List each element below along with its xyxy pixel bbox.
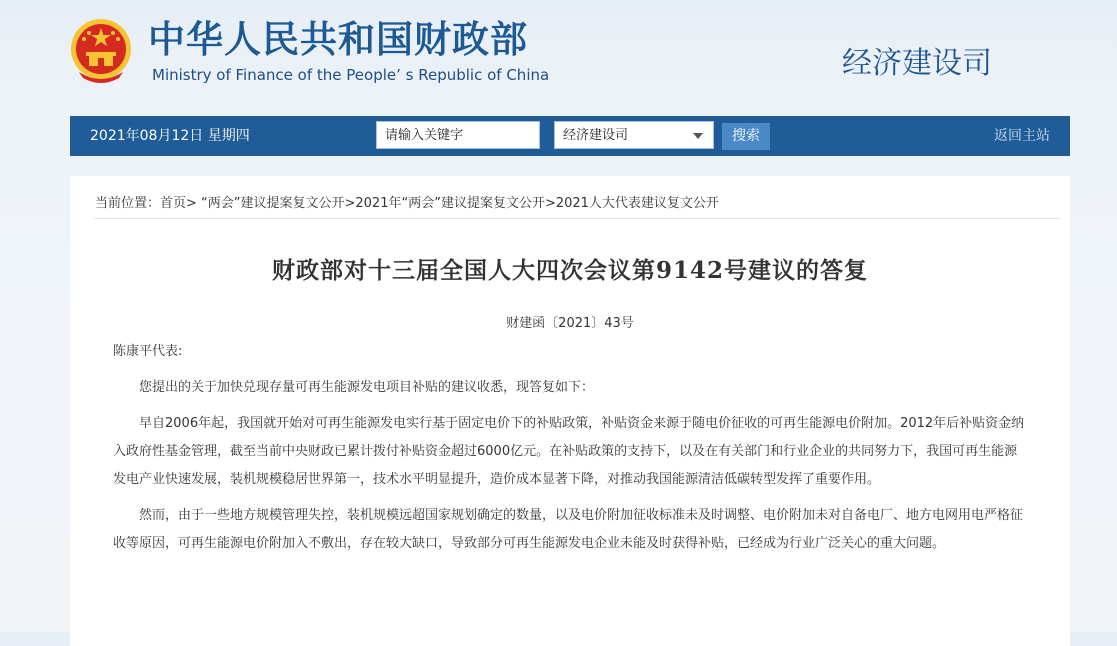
national-emblem-icon <box>69 18 133 84</box>
divider <box>94 218 1060 219</box>
search-button[interactable]: 搜索 <box>722 123 770 150</box>
breadcrumb[interactable]: 当前位置：首页> “两会”建议提案复文公开>2021年“两会”建议提案复文公开>2021人大代表建议复文公开 <box>95 196 719 211</box>
site-header <box>0 0 1117 116</box>
current-date: 2021年08月12日 星期四 <box>90 128 250 144</box>
chevron-down-icon <box>693 133 703 139</box>
addressee: 陈康平代表: <box>113 344 183 359</box>
site-title-en: Ministry of Finance of the People’ s Republic of China <box>152 66 550 84</box>
paragraph: 您提出的关于加快兑现存量可再生能源发电项目补贴的建议收悉，现答复如下： <box>139 380 595 395</box>
department-select-value: 经济建设司 <box>563 128 629 143</box>
site-title-cn: 中华人民共和国财政部 <box>148 18 528 61</box>
search-input[interactable]: 请输入关键字 <box>376 121 540 149</box>
back-to-main-link[interactable]: 返回主站 <box>994 128 1050 144</box>
nav-bar <box>70 116 1070 156</box>
paragraph: 早自2006年起，我国就开始对可再生能源发电实行基于固定电价下的补贴政策，补贴资金来源于随电价征收的可再生能源电价附加。2012年后补贴资金纳入政府性基金管理，截至当前中央财政已累计拨付补贴资金超过6000亿元。在补贴政策的支持下，以及在有关部门和行业企业的共同努力下，我国可再生能源发电产业快速发展，装机规模稳居世界第一，技术水平明显提升，造价成本显著下降，对推动我国能源清洁低碳转型发挥了重要作用。 <box>113 416 1025 487</box>
department-name: 经济建设司 <box>842 46 992 81</box>
article-body <box>113 338 1029 566</box>
paragraph: 然而，由于一些地方规模管理失控，装机规模远超国家规划确定的数量，以及电价附加征收标准未及时调整、电价附加未对自备电厂、地方电网用电严格征收等原因，可再生能源电价附加入不敷出，存在较大缺口，导致部分可再生能源发电企业未能及时获得补贴，已经成为行业广泛关心的重大问题。 <box>113 508 1024 551</box>
article-panel <box>70 176 1070 646</box>
document-number: 财建函〔2021〕43号 <box>506 316 634 331</box>
article-title: 财政部对十三届全国人大四次会议第9142号建议的答复 <box>271 257 868 284</box>
department-select[interactable] <box>554 121 714 149</box>
